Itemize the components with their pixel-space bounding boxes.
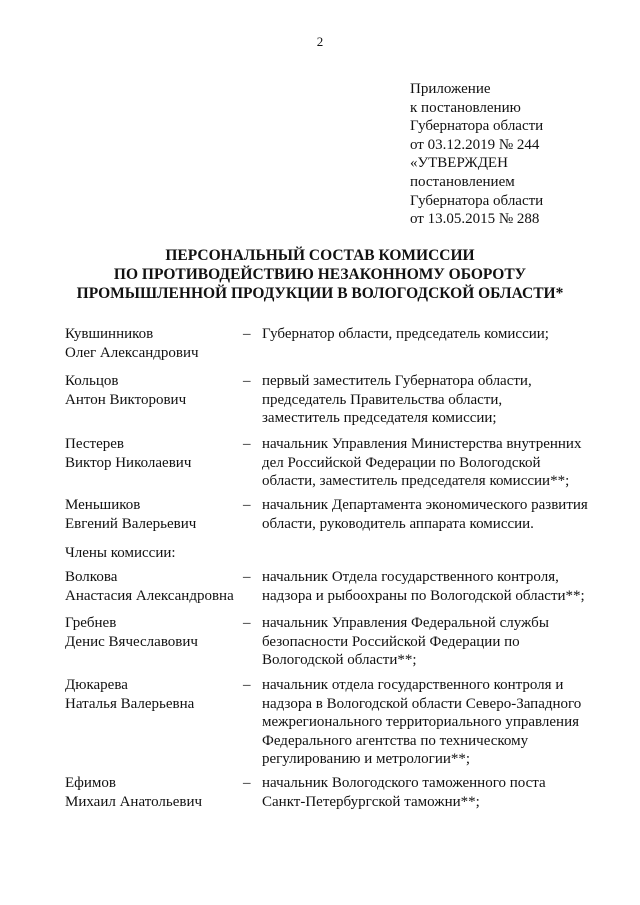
appendix-line: от 03.12.2019 № 244 <box>410 136 540 153</box>
dash-separator: – <box>243 326 251 342</box>
member-role <box>262 614 602 670</box>
member-given-name: Анастасия Александровна <box>65 587 234 604</box>
member-surname: Кувшинников <box>65 326 154 342</box>
appendix-line: к постановлению <box>410 99 521 116</box>
title-line: ПРОМЫШЛЕННОЙ ПРОДУКЦИИ В ВОЛОГОДСКОЙ ОБЛАСТИ* <box>76 285 564 302</box>
role-line: начальник Вологодского таможенного поста <box>262 775 546 791</box>
member-given-name: Виктор Николаевич <box>65 454 192 471</box>
role-line: начальник Управления Министерства внутренних <box>262 436 582 452</box>
role-line: надзора в Вологодской области Северо-Западного <box>262 695 582 712</box>
member-role <box>262 568 602 605</box>
member-name <box>65 496 240 533</box>
member-surname: Гребнев <box>65 615 117 631</box>
dash-separator: – <box>243 569 251 585</box>
role-line: надзора и рыбоохраны по Вологодской области**; <box>262 587 585 604</box>
appendix-line: Губернатора области <box>410 118 544 135</box>
member-role <box>262 774 602 811</box>
appendix-line: Приложение <box>410 81 491 97</box>
role-line: председатель Правительства области, <box>262 391 503 408</box>
appendix-line: от 13.05.2015 № 288 <box>410 211 540 228</box>
member-surname: Волкова <box>65 569 118 585</box>
dash-separator: – <box>243 497 251 513</box>
member-surname: Ефимов <box>65 775 116 791</box>
member-surname: Меньшиков <box>65 497 141 513</box>
appendix-line: Губернатора области <box>410 192 544 209</box>
member-given-name: Антон Викторович <box>65 391 187 408</box>
member-surname: Кольцов <box>65 373 119 389</box>
member-name <box>65 676 240 713</box>
dash-separator: – <box>243 615 251 631</box>
role-line: дел Российской Федерации по Вологодской <box>262 454 541 471</box>
role-line: области, заместитель председателя комиссии**; <box>262 473 570 489</box>
member-role <box>262 325 602 344</box>
document-title <box>0 246 640 303</box>
role-line: начальник отдела государственного контроля и <box>262 677 564 693</box>
member-role <box>262 676 602 769</box>
role-line: заместитель председателя комиссии; <box>262 410 497 426</box>
member-given-name: Михаил Анатольевич <box>65 793 203 810</box>
role-line: начальник Отдела государственного контроля, <box>262 569 559 585</box>
dash-separator: – <box>243 775 251 791</box>
member-name <box>65 435 240 472</box>
appendix-line: постановлением <box>410 173 515 190</box>
dash-separator: – <box>243 677 251 693</box>
appendix-line: «УТВЕРЖДЕН <box>410 155 508 172</box>
member-given-name: Олег Александрович <box>65 344 199 361</box>
role-line: первый заместитель Губернатора области, <box>262 373 532 389</box>
role-line: регулированию и метрологии**; <box>262 751 471 767</box>
member-role <box>262 435 602 491</box>
member-name <box>65 774 240 811</box>
role-line: межрегионального территориального управления <box>262 714 580 730</box>
role-line: Санкт-Петербургской таможни**; <box>262 793 480 810</box>
appendix-approval-block <box>410 80 543 229</box>
role-line: Губернатор области, председатель комиссии; <box>262 326 549 342</box>
member-name <box>65 614 240 651</box>
role-line: области, руководитель аппарата комиссии. <box>262 515 534 532</box>
member-given-name: Денис Вячеславович <box>65 633 198 650</box>
members-heading: Члены комиссии: <box>65 545 176 561</box>
member-role <box>262 496 602 533</box>
dash-separator: – <box>243 436 251 452</box>
member-given-name: Евгений Валерьевич <box>65 515 197 532</box>
role-line: начальник Департамента экономического развития <box>262 497 588 513</box>
dash-separator: – <box>243 373 251 389</box>
role-line: начальник Управления Федеральной службы <box>262 615 549 631</box>
role-line: безопасности Российской Федерации по <box>262 633 520 650</box>
member-surname: Пестерев <box>65 436 124 452</box>
title-line: ПЕРСОНАЛЬНЫЙ СОСТАВ КОМИССИИ <box>165 247 475 264</box>
member-name <box>65 372 240 409</box>
page-number: 2 <box>316 34 324 49</box>
member-name <box>65 325 240 362</box>
member-given-name: Наталья Валерьевна <box>65 695 195 712</box>
title-line: ПО ПРОТИВОДЕЙСТВИЮ НЕЗАКОННОМУ ОБОРОТУ <box>113 266 527 283</box>
member-name <box>65 568 240 605</box>
member-surname: Дюкарева <box>65 677 128 693</box>
role-line: Федерального агентства по техническому <box>262 732 529 749</box>
member-role <box>262 372 602 428</box>
role-line: Вологодской области**; <box>262 652 417 668</box>
